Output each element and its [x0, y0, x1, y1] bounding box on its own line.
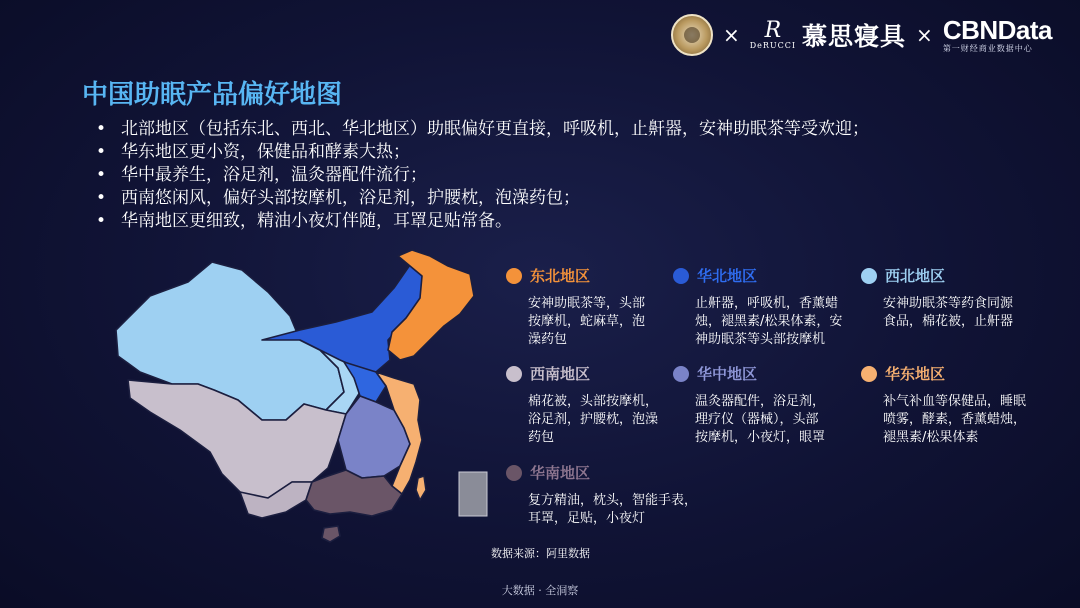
cbndata-subtitle: 第一财经商业数据中心 — [942, 44, 1033, 53]
desc-line: 喷雾，酵素，香薰蜡烛， — [883, 412, 1027, 427]
region-description — [528, 295, 645, 349]
desc-line: 澡药包 — [528, 332, 568, 347]
derucci-r-icon: R — [764, 18, 782, 43]
legend-header — [673, 265, 842, 286]
desc-line: 药包 — [528, 430, 555, 445]
desc-line: 按摩机，小夜灯，眼罩 — [695, 430, 826, 445]
bullet-item: • 华东地区更小资，保健品和酵素大热； — [96, 141, 869, 164]
times-separator: × — [722, 23, 740, 47]
data-source: 数据来源：阿里数据 — [491, 547, 590, 560]
region-description — [883, 295, 1013, 331]
desc-line: 褪黑素/松果体素 — [883, 430, 979, 445]
desc-line: 耳罩，足贴，小夜灯 — [528, 511, 646, 526]
east-dot-icon — [861, 366, 877, 382]
region-description — [528, 393, 658, 447]
desc-line: 浴足剂，护腰枕，泡澡 — [528, 412, 659, 427]
desc-line: 安神助眠茶等，头部 — [528, 296, 646, 311]
legend-header — [506, 462, 697, 483]
south-sea-inset — [459, 472, 487, 516]
region-title: 西南地区 — [530, 365, 591, 383]
central-dot-icon — [673, 366, 689, 382]
legend-central — [673, 363, 825, 447]
legend-northeast — [506, 265, 645, 349]
region-description — [528, 492, 697, 528]
bullet-item: • 华南地区更细致，精油小夜灯伴随，耳罩足贴常备。 — [96, 210, 869, 233]
south-dot-icon — [506, 465, 522, 481]
cbndata-name: CBNData — [942, 15, 1052, 45]
southwest-dot-icon — [506, 366, 522, 382]
desc-line: 温灸器配件，浴足剂， — [695, 394, 826, 409]
region-title: 华北地区 — [697, 267, 758, 285]
desc-line: 按摩机，蛇麻草，泡 — [528, 314, 646, 329]
desc-line: 安神助眠茶等药食同源 — [883, 296, 1014, 311]
region-title: 华中地区 — [697, 365, 758, 383]
times-separator: × — [916, 23, 933, 47]
desc-line: 补气补血等保健品，睡眠 — [883, 394, 1027, 409]
region-title: 西北地区 — [885, 267, 946, 285]
legend-southwest — [506, 363, 658, 447]
region-description — [695, 295, 842, 349]
northwest-dot-icon — [861, 268, 877, 284]
region-south — [306, 470, 402, 516]
north-dot-icon — [673, 268, 689, 284]
region-title: 东北地区 — [530, 267, 591, 285]
region-description — [695, 393, 825, 447]
region-title: 华东地区 — [885, 365, 946, 383]
bullet-item: • 北部地区（包括东北、西北、华北地区）助眠偏好更直接，呼吸机，止鼾器，安神助眠茶等受欢迎； — [96, 118, 869, 141]
desc-line: 止鼾器，呼吸机，香薰蜡 — [695, 296, 839, 311]
northeast-dot-icon — [506, 268, 522, 284]
legend-header — [861, 363, 1026, 384]
desc-line: 烛，褪黑素/松果体素，安 — [695, 314, 843, 329]
legend-northwest — [861, 265, 1013, 331]
bullet-item: • 西南悠闲风，偏好头部按摩机，浴足剂，护腰枕，泡澡药包； — [96, 187, 869, 210]
region-taiwan — [416, 476, 426, 500]
legend-header — [861, 265, 1013, 286]
derucci-en-name: DeRUCCI — [749, 41, 797, 50]
derucci-cn-name: 慕思寝具 — [802, 22, 907, 51]
footer-tagline: 大数据 · 全洞察 — [501, 584, 579, 597]
desc-line: 棉花被，头部按摩机， — [528, 394, 659, 409]
region-hainan — [322, 526, 340, 542]
legend-header — [673, 363, 825, 384]
desc-line: 神助眠茶等头部按摩机 — [695, 332, 826, 347]
desc-line: 理疗仪（器械），头部 — [695, 412, 819, 427]
desc-line: 食品，棉花被，止鼾器 — [883, 314, 1014, 329]
region-title: 华南地区 — [530, 464, 591, 482]
bullet-item: • 华中最养生，浴足剂，温灸器配件流行； — [96, 164, 869, 187]
page-title: 中国助眠产品偏好地图 — [82, 80, 343, 110]
legend-header — [506, 265, 645, 286]
region-description — [883, 393, 1026, 447]
legend-south — [506, 462, 697, 528]
legend-header — [506, 363, 658, 384]
legend-east — [861, 363, 1026, 447]
desc-line: 复方精油，枕头，智能手表， — [528, 493, 698, 508]
legend-north — [673, 265, 842, 349]
